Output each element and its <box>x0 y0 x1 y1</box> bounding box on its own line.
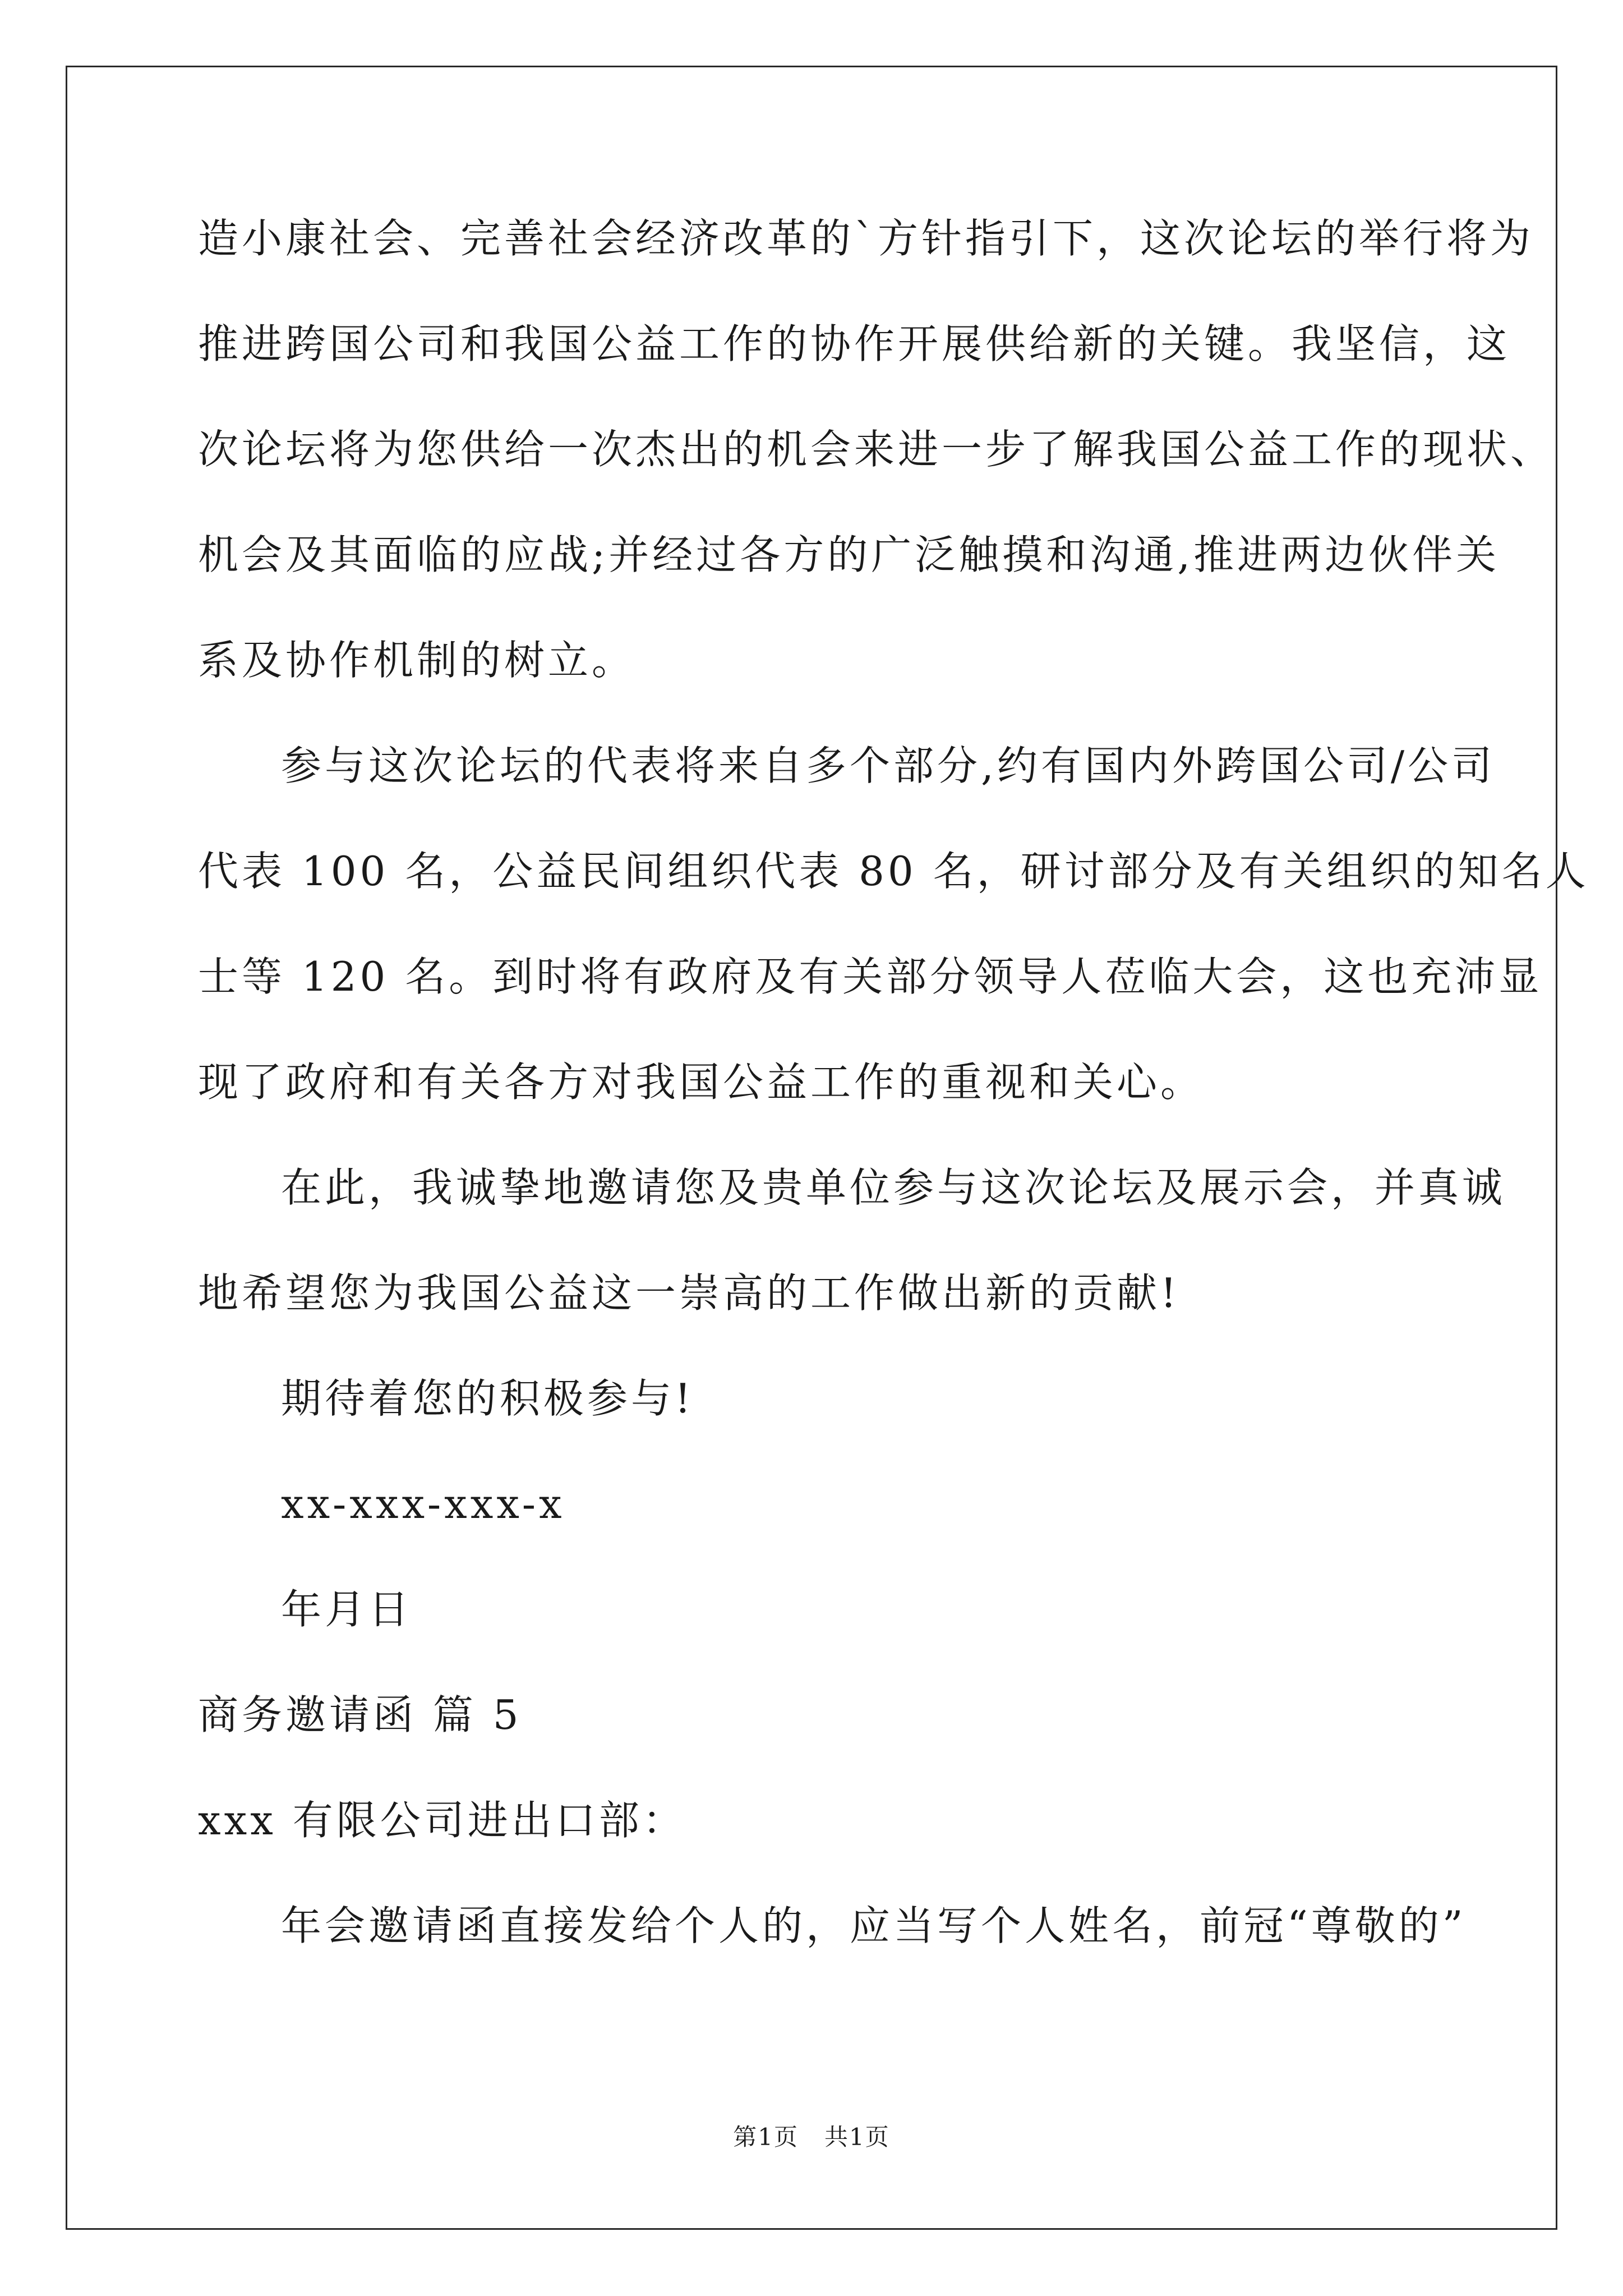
paragraph-line: 参与这次论坛的代表将来自多个部分,约有国内外跨国公司/公司 <box>281 742 1496 789</box>
paragraph-line: 推进跨国公司和我国公益工作的协作开展供给新的关键。我坚信，这 <box>198 320 1511 367</box>
paragraph-line: 期待着您的积极参与! <box>281 1375 694 1422</box>
paragraph-line: 代表 100 名，公益民间组织代表 80 名，研讨部分及有关组织的知名人 <box>198 848 1589 895</box>
paragraph-line: 造小康社会、完善社会经济改革的`方针指引下，这次论坛的举行将为 <box>198 215 1534 262</box>
paragraph-line: 次论坛将为您供给一次杰出的机会来进一步了解我国公益工作的现状、 <box>198 426 1555 473</box>
paragraph-line: 年会邀请函直接发给个人的，应当写个人姓名，前冠“尊敬的” <box>281 1902 1467 1949</box>
paragraph-line: 系及协作机制的树立。 <box>198 637 636 684</box>
paragraph-line: 现了政府和有关各方对我国公益工作的重视和关心。 <box>198 1059 1205 1106</box>
paragraph-line: 机会及其面临的应战;并经过各方的广泛触摸和沟通,推进两边伙伴关 <box>198 531 1500 578</box>
paragraph-line: 士等 120 名。到时将有政府及有关部分领导人莅临大会，这也充沛显 <box>198 953 1543 1000</box>
page-number: 第1页 共1页 <box>733 2123 890 2151</box>
date-line: 年月日 <box>281 1586 413 1633</box>
paragraph-line: 地希望您为我国公益这一崇高的工作做出新的贡献! <box>198 1269 1180 1317</box>
paragraph-line: xx-xxx-xxx-x <box>281 1480 565 1527</box>
salutation: xxx 有限公司进出口部： <box>198 1797 686 1844</box>
paragraph-line: 在此，我诚挚地邀请您及贵单位参与这次论坛及展示会，并真诚 <box>281 1164 1506 1211</box>
section-heading: 商务邀请函 篇 5 <box>198 1691 522 1738</box>
